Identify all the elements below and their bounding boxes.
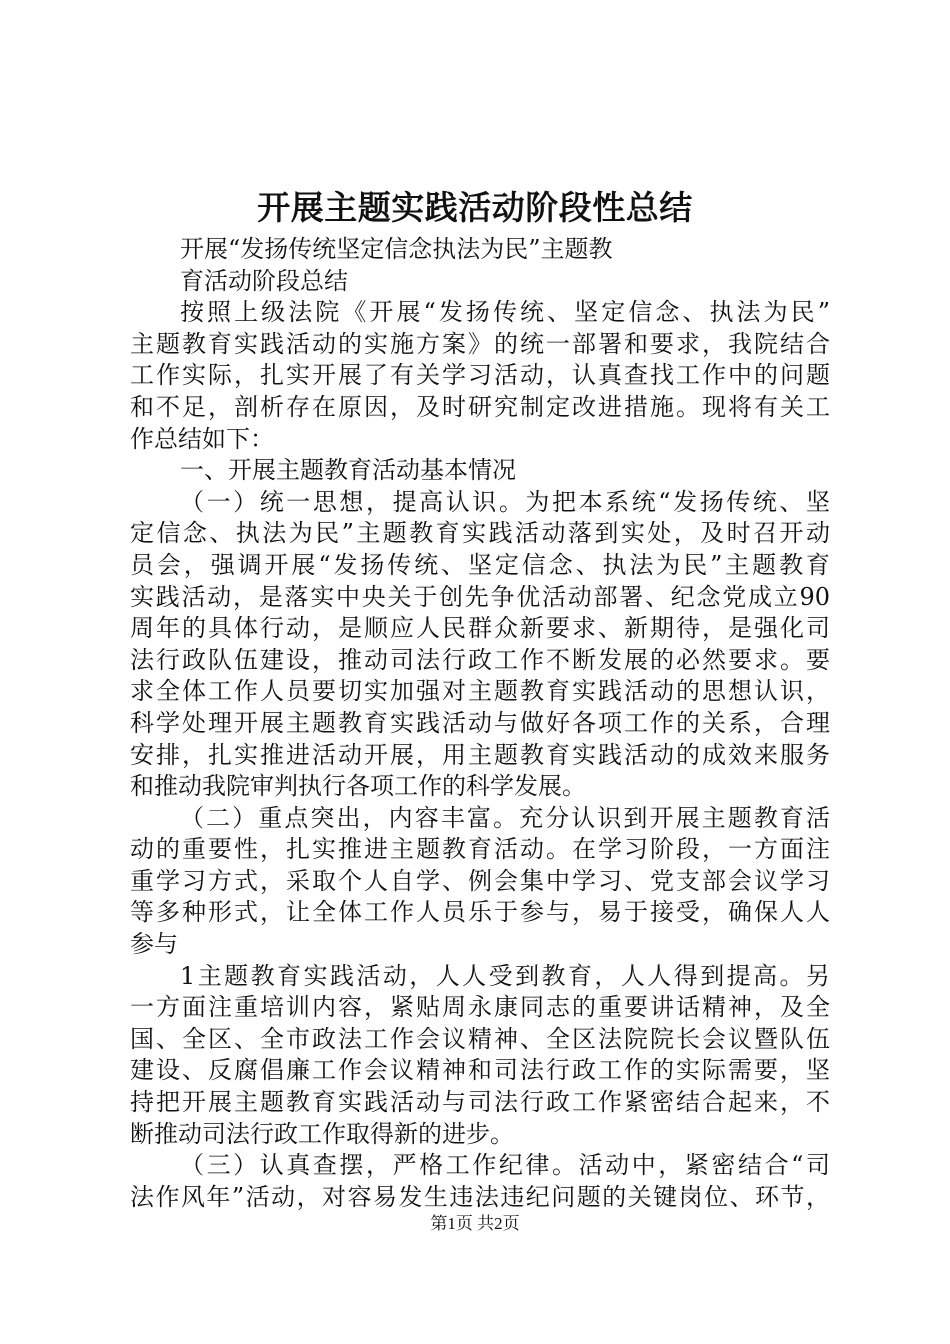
text-line: 求全体工作人员要切实加强对主题教育实践活动的思想认识， <box>130 677 830 706</box>
text-line: 国、全区、全市政法工作会议精神、全区法院院长会议暨队伍 <box>130 1024 830 1053</box>
text-line: 等多种形式，让全体工作人员乐于参与，易于接受，确保人人 <box>130 898 830 927</box>
page-footer: 第1页 共2页 <box>430 1214 520 1233</box>
text-line: 动的重要性，扎实推进主题教育活动。在学习阶段，一方面注 <box>130 835 830 864</box>
document-body <box>130 234 830 1213</box>
text-line: 作总结如下： <box>130 424 274 453</box>
page-title: 开展主题实践活动阶段性总结 <box>257 188 693 227</box>
text-line: 定信念、执法为民”主题教育实践活动落到实处，及时召开动 <box>130 519 830 548</box>
text-line: （三）认真查摆，严格工作纪律。活动中，紧密结合“司 <box>180 1151 830 1180</box>
text-line: 1主题教育实践活动，人人受到教育，人人得到提高。另 <box>180 961 830 990</box>
text-line: 法作风年”活动，对容易发生违法违纪问题的关键岗位、环节， <box>130 1182 830 1211</box>
text-line: 工作实际，扎实开展了有关学习活动，认真查找工作中的问题 <box>130 361 830 390</box>
text-line: 持把开展主题教育实践活动与司法行政工作紧密结合起来，不 <box>130 1088 830 1117</box>
text-line: 安排，扎实推进活动开展，用主题教育实践活动的成效来服务 <box>130 740 830 769</box>
text-line: 重学习方式，采取个人自学、例会集中学习、党支部会议学习 <box>130 866 830 895</box>
text-line: 一方面注重培训内容，紧贴周永康同志的重要讲话精神，及全 <box>130 993 830 1022</box>
text-line: 主题教育实践活动的实施方案》的统一部署和要求，我院结合 <box>130 329 830 358</box>
text-line: （二）重点突出，内容丰富。充分认识到开展主题教育活 <box>180 803 830 832</box>
text-line: 和推动我院审判执行各项工作的科学发展。 <box>130 772 586 801</box>
text-line: 员会，强调开展“发扬传统、坚定信念、执法为民”主题教育 <box>130 550 830 579</box>
text-line: 周年的具体行动，是顺应人民群众新要求、新期待，是强化司 <box>130 614 830 643</box>
text-line: 科学处理开展主题教育实践活动与做好各项工作的关系，合理 <box>130 708 830 737</box>
text-line: 一、开展主题教育活动基本情况 <box>180 456 516 485</box>
text-line: 开展“发扬传统坚定信念执法为民”主题教 <box>180 235 613 263</box>
text-line: 法行政队伍建设，推动司法行政工作不断发展的必然要求。要 <box>130 645 830 674</box>
text-line: 建设、反腐倡廉工作会议精神和司法行政工作的实际需要，坚 <box>130 1056 830 1085</box>
text-line: 和不足，剖析存在原因，及时研究制定改进措施。现将有关工 <box>130 392 830 421</box>
text-line: 育活动阶段总结 <box>180 266 348 295</box>
text-line: 断推动司法行政工作取得新的进步。 <box>130 1119 514 1148</box>
text-line: （一）统一思想，提高认识。为把本系统“发扬传统、坚 <box>180 487 830 516</box>
text-line: 参与 <box>130 930 178 959</box>
text-line: 实践活动，是落实中央关于创先争优活动部署、纪念党成立90 <box>130 582 830 611</box>
text-line: 按照上级法院《开展“发扬传统、坚定信念、执法为民” <box>180 298 830 327</box>
